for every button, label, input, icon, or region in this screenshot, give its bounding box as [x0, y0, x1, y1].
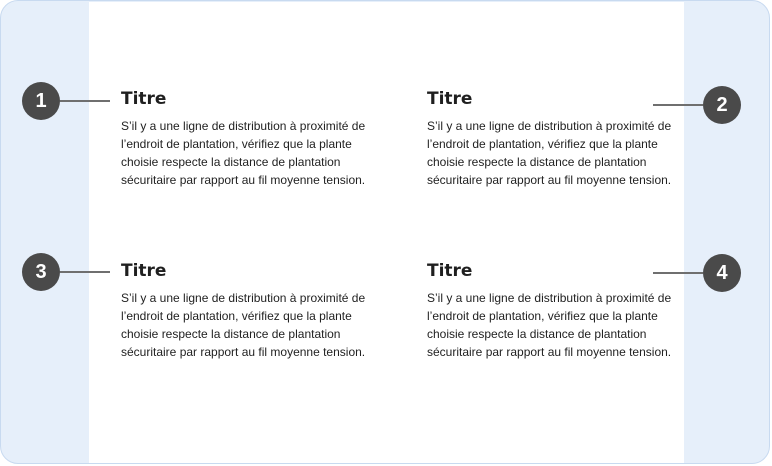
content-panel	[89, 2, 684, 464]
card-description-4: S’il y a une ligne de distribution à proximité de l’endroit de plantation, vérifiez que la plante choisie respecte la distance de plantation sécuritaire par rapport au fil moyenne tension.	[427, 291, 672, 359]
callout-number-badge-1: 1	[22, 82, 60, 120]
callout-number-badge-3: 3	[22, 253, 60, 291]
info-card-3	[121, 261, 366, 361]
card-title-1: Titre	[121, 89, 167, 109]
info-card-4	[427, 261, 672, 361]
card-description-1: S’il y a une ligne de distribution à proximité de l’endroit de plantation, vérifiez que la plante choisie respecte la distance de plantation sécuritaire par rapport au fil moyenne tension.	[121, 119, 366, 187]
callout-number-badge-2: 2	[703, 86, 741, 124]
callout-number-badge-4: 4	[703, 254, 741, 292]
callout-leader-line-3	[60, 271, 110, 273]
info-card-2	[427, 89, 672, 189]
callout-1	[22, 82, 110, 120]
callout-leader-line-1	[60, 100, 110, 102]
callout-3	[22, 253, 110, 291]
card-description-2: S’il y a une ligne de distribution à proximité de l’endroit de plantation, vérifiez que la plante choisie respecte la distance de plantation sécuritaire par rapport au fil moyenne tension.	[427, 119, 672, 187]
info-card-1	[121, 89, 366, 189]
card-title-2: Titre	[427, 89, 473, 109]
card-description-3: S’il y a une ligne de distribution à proximité de l’endroit de plantation, vérifiez que la plante choisie respecte la distance de plantation sécuritaire par rapport au fil moyenne tension.	[121, 291, 366, 359]
card-title-4: Titre	[427, 261, 473, 281]
card-title-3: Titre	[121, 261, 167, 281]
